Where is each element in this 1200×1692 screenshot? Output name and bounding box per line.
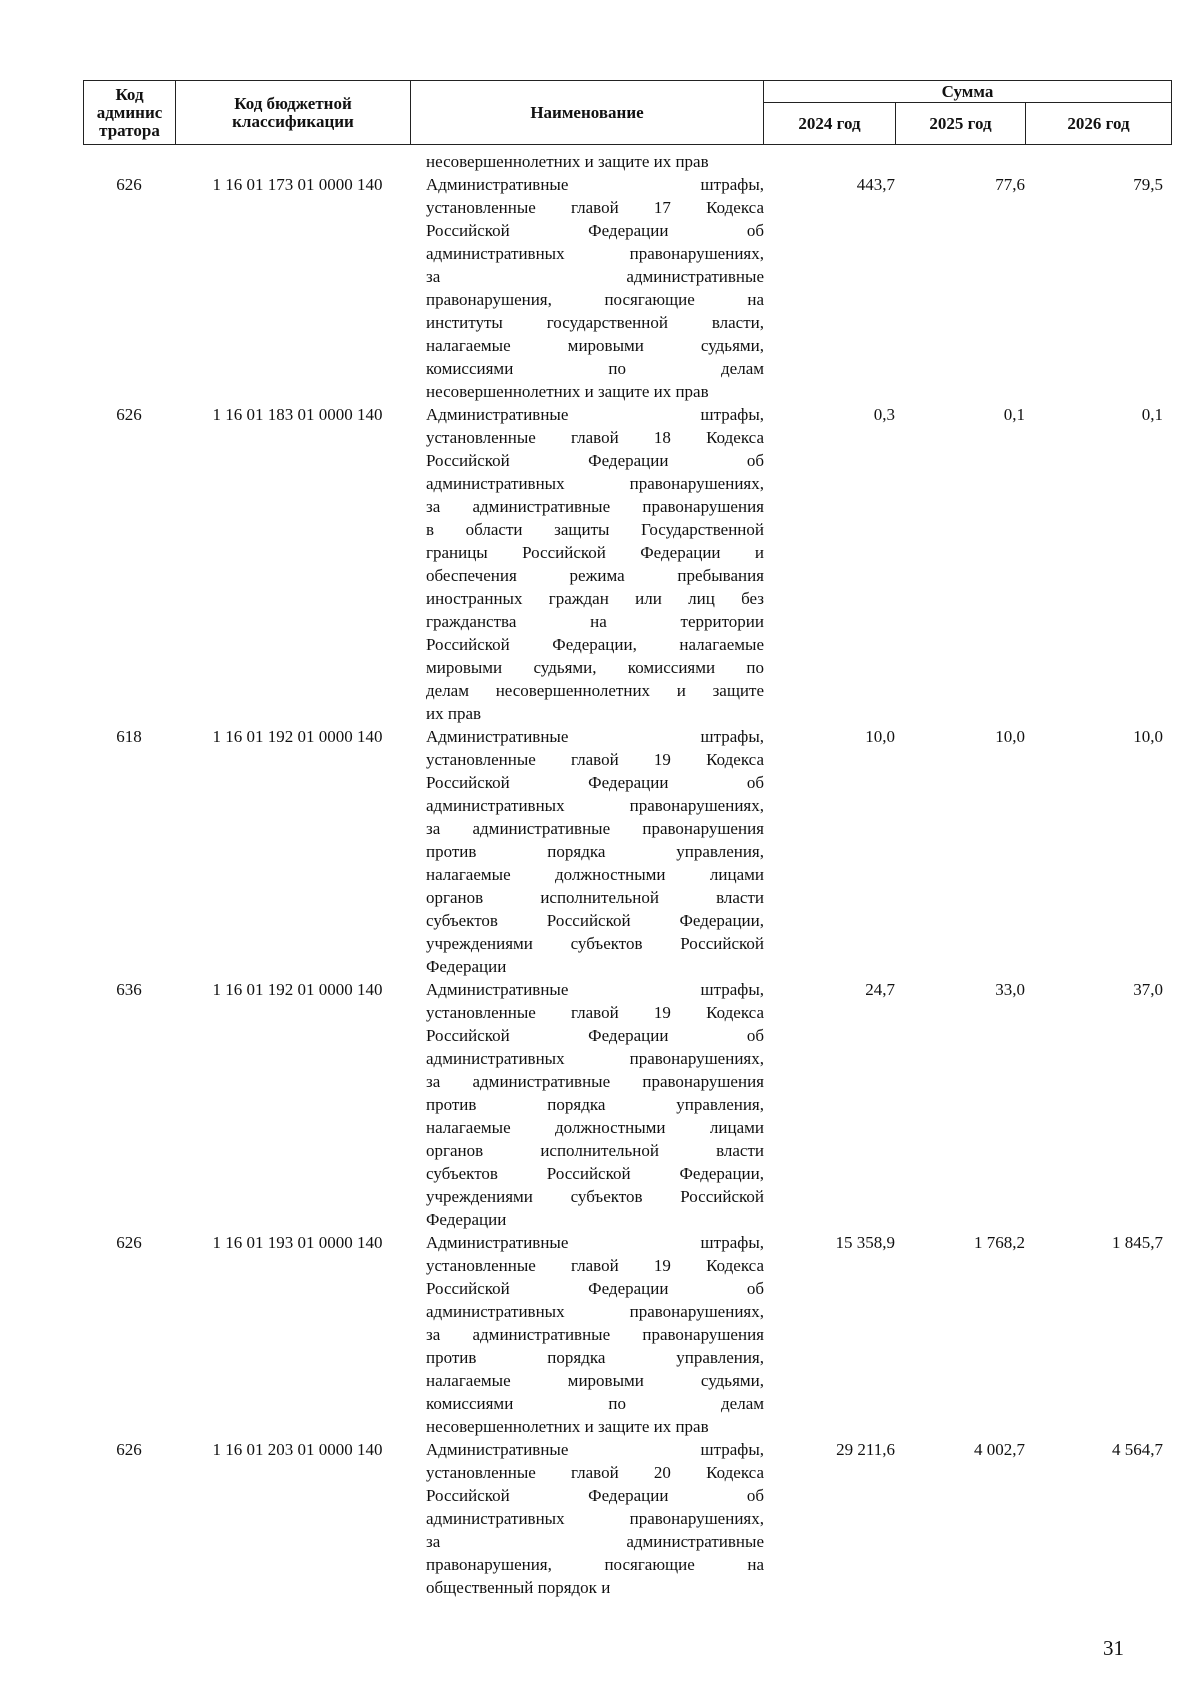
item-name-line: установленные главой 19 Кодекса xyxy=(426,1256,764,1275)
item-name-line: административных правонарушениях, xyxy=(426,1302,764,1321)
admin-code: 626 xyxy=(116,1233,142,1252)
item-name-line: против порядка управления, xyxy=(426,842,764,861)
item-name-line: Российской Федерации об xyxy=(426,451,764,470)
item-name-line: учреждениями субъектов Российской xyxy=(426,934,764,953)
item-name-line: административных правонарушениях, xyxy=(426,796,764,815)
amount-2026: 4 564,7 xyxy=(1112,1440,1163,1459)
admin-code: 626 xyxy=(116,1440,142,1459)
amount-2025: 77,6 xyxy=(995,175,1025,194)
header-sum: Сумма xyxy=(764,81,1172,103)
amount-2025: 4 002,7 xyxy=(974,1440,1025,1459)
item-name-line: установленные главой 20 Кодекса xyxy=(426,1463,764,1482)
header-year-2024: 2024 год xyxy=(764,103,896,145)
item-name-line: несовершеннолетних и защите их прав xyxy=(426,1417,709,1436)
item-name-line: установленные главой 18 Кодекса xyxy=(426,428,764,447)
item-name xyxy=(426,1438,764,1599)
item-name xyxy=(426,1231,764,1438)
item-name-line: налагаемые мировыми судьями, xyxy=(426,1371,764,1390)
item-name-line: правонарушения, посягающие на xyxy=(426,290,764,309)
amount-2024: 29 211,6 xyxy=(836,1440,895,1459)
admin-code: 618 xyxy=(116,727,142,746)
item-name-line: Административные штрафы, xyxy=(426,980,764,999)
item-name-line: субъектов Российской Федерации, xyxy=(426,911,764,930)
item-name-line: обеспечения режима пребывания xyxy=(426,566,764,585)
item-name-line: за административные xyxy=(426,267,764,286)
item-name-line: установленные главой 19 Кодекса xyxy=(426,1003,764,1022)
amount-2026: 37,0 xyxy=(1133,980,1163,999)
item-name-line: Российской Федерации об xyxy=(426,221,764,240)
item-name xyxy=(426,403,764,725)
item-name-line: за административные xyxy=(426,1532,764,1551)
page-number: 31 xyxy=(1103,1636,1124,1660)
header-year-2025: 2025 год xyxy=(896,103,1026,145)
item-name-line: общественный порядок и xyxy=(426,1578,611,1597)
item-name-line: границы Российской Федерации и xyxy=(426,543,764,562)
amount-2026: 1 845,7 xyxy=(1112,1233,1163,1252)
item-name-line: против порядка управления, xyxy=(426,1095,764,1114)
item-name-line: субъектов Российской Федерации, xyxy=(426,1164,764,1183)
item-name-line: институты государственной власти, xyxy=(426,313,764,332)
item-name-line: правонарушения, посягающие на xyxy=(426,1555,764,1574)
admin-code: 626 xyxy=(116,175,142,194)
amount-2026: 79,5 xyxy=(1133,175,1163,194)
item-name-line: Федерации xyxy=(426,1210,507,1229)
item-name-line: Административные штрафы, xyxy=(426,405,764,424)
item-name-line: несовершеннолетних и защите их прав xyxy=(426,382,709,401)
amount-2025: 33,0 xyxy=(995,980,1025,999)
item-name-line: за административные правонарушения xyxy=(426,819,764,838)
item-name-line: учреждениями субъектов Российской xyxy=(426,1187,764,1206)
amount-2025: 1 768,2 xyxy=(974,1233,1025,1252)
amount-2026: 0,1 xyxy=(1141,405,1163,424)
header-admin-code: Код админис тратора xyxy=(84,81,176,145)
item-name-line: делам несовершеннолетних и защите xyxy=(426,681,764,700)
item-name-line: органов исполнительной власти xyxy=(426,1141,764,1160)
item-name-line: гражданства на территории xyxy=(426,612,764,631)
item-name-line: против порядка управления, xyxy=(426,1348,764,1367)
item-name-line: Российской Федерации об xyxy=(426,1026,764,1045)
item-name xyxy=(426,725,764,978)
admin-code: 636 xyxy=(116,980,142,999)
item-name-line: Административные штрафы, xyxy=(426,1440,764,1459)
item-name-line: Российской Федерации об xyxy=(426,1279,764,1298)
item-name-line: налагаемые мировыми судьями, xyxy=(426,336,764,355)
item-name-line: Административные штрафы, xyxy=(426,727,764,746)
item-name-line: Российской Федерации об xyxy=(426,1486,764,1505)
header-year-2026: 2026 год xyxy=(1026,103,1172,145)
item-name-line: комиссиями по делам xyxy=(426,1394,764,1413)
budget-classification-code: 1 16 01 192 01 0000 140 xyxy=(212,727,383,746)
item-name-line: комиссиями по делам xyxy=(426,359,764,378)
item-name-line: их прав xyxy=(426,704,482,723)
header-name: Наименование xyxy=(411,81,764,145)
amount-2024: 10,0 xyxy=(865,727,895,746)
budget-classification-code: 1 16 01 173 01 0000 140 xyxy=(212,175,383,194)
amount-2025: 10,0 xyxy=(995,727,1025,746)
item-name-line: за административные правонарушения xyxy=(426,497,764,516)
item-name-line: за административные правонарушения xyxy=(426,1072,764,1091)
item-name-line: установленные главой 17 Кодекса xyxy=(426,198,764,217)
item-name-line: налагаемые должностными лицами xyxy=(426,1118,764,1137)
admin-code: 626 xyxy=(116,405,142,424)
amount-2024: 24,7 xyxy=(865,980,895,999)
amount-2025: 0,1 xyxy=(1003,405,1025,424)
amount-2024: 0,3 xyxy=(873,405,895,424)
item-name xyxy=(426,173,764,403)
amount-2026: 10,0 xyxy=(1133,727,1163,746)
item-name xyxy=(426,978,764,1231)
header-budget-code: Код бюджетной классификации xyxy=(176,81,411,145)
budget-classification-code: 1 16 01 183 01 0000 140 xyxy=(212,405,383,424)
budget-classification-code: 1 16 01 193 01 0000 140 xyxy=(212,1233,383,1252)
budget-classification-code: 1 16 01 192 01 0000 140 xyxy=(212,980,383,999)
item-name-line: административных правонарушениях, xyxy=(426,474,764,493)
continuation-text: несовершеннолетних и защите их прав xyxy=(426,152,709,171)
item-name-line: за административные правонарушения xyxy=(426,1325,764,1344)
item-name-line: административных правонарушениях, xyxy=(426,244,764,263)
item-name-line: органов исполнительной власти xyxy=(426,888,764,907)
item-name-line: установленные главой 19 Кодекса xyxy=(426,750,764,769)
item-name-line: административных правонарушениях, xyxy=(426,1509,764,1528)
item-name-line: налагаемые должностными лицами xyxy=(426,865,764,884)
item-name-line: Российской Федерации, налагаемые xyxy=(426,635,764,654)
table-header xyxy=(83,80,1172,145)
amount-2024: 443,7 xyxy=(856,175,895,194)
item-name-line: Административные штрафы, xyxy=(426,1233,764,1252)
item-name-line: административных правонарушениях, xyxy=(426,1049,764,1068)
item-name-line: Российской Федерации об xyxy=(426,773,764,792)
item-name-line: мировыми судьями, комиссиями по xyxy=(426,658,764,677)
item-name-line: иностранных граждан или лиц без xyxy=(426,589,764,608)
item-name-line: Федерации xyxy=(426,957,507,976)
amount-2024: 15 358,9 xyxy=(835,1233,895,1252)
item-name-line: Административные штрафы, xyxy=(426,175,764,194)
budget-classification-code: 1 16 01 203 01 0000 140 xyxy=(212,1440,383,1459)
item-name-line: в области защиты Государственной xyxy=(426,520,764,539)
